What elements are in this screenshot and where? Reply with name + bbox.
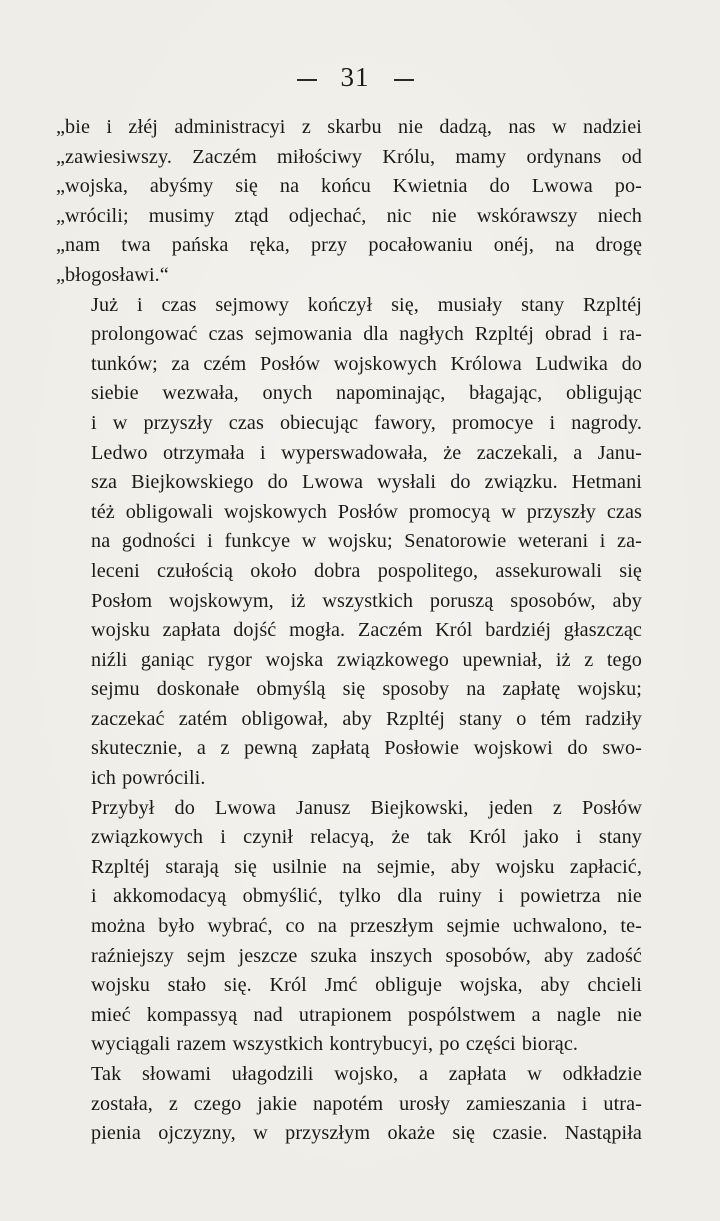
- page-number: 31: [340, 62, 370, 92]
- text-line: sejmu doskonałe obmyślą się sposoby na zapłatę wojsku;: [91, 678, 642, 701]
- text-line: wyciągali razem wszystkich kontrybucyi, po części biorąc.: [91, 1033, 579, 1056]
- text-line: tunków; za czém Posłów wojskowych Królowa Ludwika do: [91, 352, 642, 375]
- text-line: związkowych i czynił relacyą, że tak Król jako i stany: [91, 826, 642, 849]
- text-line: wojsku zapłata dojść mogła. Zaczém Król bardziéj głaszcząc: [91, 619, 642, 642]
- text-line: leceni czułością około dobra pospolitego, assekurowali się: [91, 559, 642, 582]
- text-line: ich powrócili.: [91, 767, 206, 790]
- text-line: prolongować czas sejmowania dla nagłych Rzpltéj obrad i ra-: [91, 323, 642, 346]
- text-line: i w przyszły czas obiecując fawory, promocye i nagrody.: [91, 411, 642, 434]
- text-line: Posłom wojskowym, iż wszystkich poruszą sposobów, aby: [91, 589, 642, 612]
- text-line: „nam twa pańska ręka, przy pocałowaniu onéj, na drogę: [56, 234, 642, 257]
- text-line: „wojska, abyśmy się na końcu Kwietnia do Lwowa po-: [56, 175, 642, 198]
- text-line: sza Biejkowskiego do Lwowa wysłali do związku. Hetmani: [91, 471, 642, 494]
- text-line: „błogosławi.“: [56, 263, 169, 286]
- text-line: zaczekać zatém obligował, aby Rzpltéj stany o tém radziły: [91, 707, 642, 730]
- text-line: niźli ganiąc rygor wojska związkowego upewniał, iż z tego: [91, 648, 642, 671]
- paragraph-conclusion: [56, 1060, 642, 1149]
- paragraph-quote-end: [56, 113, 642, 291]
- text-line: i akkomodacyą obmyślić, tylko dla ruiny i powietrza nie: [91, 885, 642, 908]
- text-line: została, z czego jakie napotém urosły zamieszania i utra-: [91, 1092, 642, 1115]
- text-line: pienia ojczyzny, w przyszłym okaże się czasie. Nastąpiła: [91, 1122, 642, 1145]
- text-line: raźniejszy sejm jeszcze szuka inszych sposobów, aby zadość: [91, 944, 642, 967]
- text-line: siebie wezwała, onych napominając, błagając, obligując: [91, 382, 642, 405]
- text-line: Rzpltéj starają się usilnie na sejmie, aby wojsku zapłacić,: [91, 855, 642, 878]
- text-line: na godności i funkcye w wojsku; Senatorowie weterani i za-: [91, 530, 642, 553]
- body-text: [56, 113, 642, 1149]
- text-line: skutecznie, a z pewną zapłatą Posłowie wojskowi do swo-: [91, 737, 642, 760]
- text-line: wojsku stało się. Król Jmć obliguje wojska, aby chcieli: [91, 974, 642, 997]
- text-line: Już i czas sejmowy kończył się, musiały stany Rzpltéj: [91, 293, 642, 316]
- text-line: „wrócili; musimy ztąd odjechać, nic nie wskórawszy niech: [56, 204, 642, 227]
- text-line: téż obligowali wojskowych Posłów promocyą w przyszły czas: [91, 500, 642, 523]
- page-number-header: [0, 62, 715, 93]
- text-line: Tak słowami ułagodzili wojsko, a zapłata w odkładzie: [91, 1063, 642, 1085]
- text-line: „zawiesiwszy. Zaczém miłościwy Królu, mamy ordynans od: [56, 145, 642, 168]
- text-line: „bie i złéj administracyi z skarbu nie dadzą, nas w nadziei: [56, 116, 642, 138]
- paragraph-biejkowski: [56, 794, 642, 1060]
- paragraph-sejm: [56, 291, 642, 794]
- text-line: można było wybrać, co na przeszłym sejmie uchwalono, te-: [91, 915, 642, 938]
- page-number-left-dash: [297, 79, 317, 81]
- text-line: Przybył do Lwowa Janusz Biejkowski, jeden z Posłów: [91, 796, 642, 819]
- text-line: mieć kompassyą nad utrapionem pospólstwem a nagle nie: [91, 1003, 642, 1026]
- page-number-right-dash: [394, 79, 414, 81]
- text-line: Ledwo otrzymała i wyperswadowała, że zaczekali, a Janu-: [91, 441, 642, 464]
